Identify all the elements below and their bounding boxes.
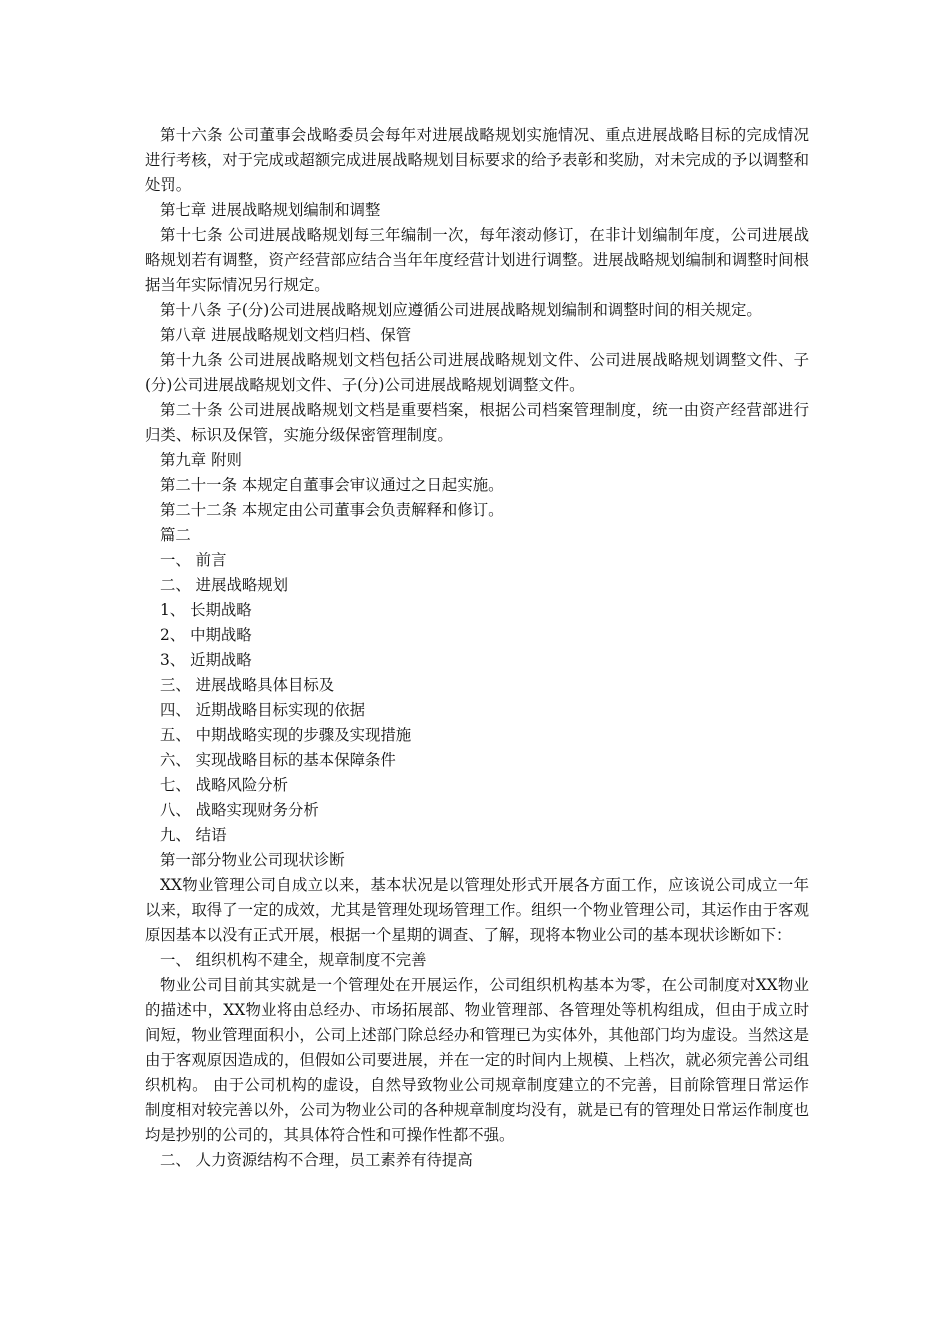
- part-two-heading: 篇二: [160, 526, 191, 544]
- outline-item: 3、 近期战略: [160, 651, 252, 669]
- outline-item: 二、 进展战略规划: [160, 576, 289, 594]
- chapter-9-heading: 第九章 附则: [160, 451, 242, 469]
- outline-item: 七、 战略风险分析: [160, 776, 289, 794]
- article-16: 第十六条 公司董事会战略委员会每年对进展战略规划实施情况、重点进展战略目标的完成情况进行考核，对于完成或超额完成进展战略规划目标要求的给予表彰和奖励，对未完成的予以调整和处罚。: [145, 126, 809, 194]
- section-1-heading: 一、 组织机构不建全，规章制度不完善: [160, 951, 427, 969]
- outline-list: [145, 548, 809, 848]
- article-22: 第二十二条 本规定由公司董事会负责解释和修订。: [160, 501, 504, 519]
- chapter-8-heading: 第八章 进展战略规划文档归档、保管: [160, 326, 412, 344]
- article-21: 第二十一条 本规定自董事会审议通过之日起实施。: [160, 476, 504, 494]
- outline-item: 三、 进展战略具体目标及: [160, 676, 335, 694]
- outline-item: 六、 实现战略目标的基本保障条件: [160, 751, 396, 769]
- outline-item: 1、 长期战略: [160, 601, 252, 619]
- part-one-title: 第一部分物业公司现状诊断: [160, 851, 345, 869]
- document-page: [145, 123, 809, 1173]
- section-1-body: 物业公司目前其实就是一个管理处在开展运作，公司组织机构基本为零，在公司制度对XX物业的描述中，XX物业将由总经办、市场拓展部、物业管理部、各管理处等机构组成，但由于成立时间短，物业管理面积小，公司上述部门除总经办和管理已为实体外，其他部门均为虚设。当然这是由于客观原因造成的，但假如公司要进展，并在一定的时间内上规模、上档次，就必须完善公司组织机构。 由于公司机构的虚设，自然导致物业公司规章制度建立的不完善，目前除管理日常运作制度相对较完善以外，公司为物业公司的各种规章制度均没有，就是已有的管理处日常运作制度也均是抄别的公司的，其具体符合性和可操作性都不强。: [145, 976, 809, 1144]
- intro-paragraph: XX物业管理公司自成立以来，基本状况是以管理处形式开展各方面工作，应该说公司成立一年以来，取得了一定的成效，尤其是管理处现场管理工作。组织一个物业管理公司，其运作由于客观原因基本以没有正式开展，根据一个星期的调查、了解，现将本物业公司的基本现状诊断如下：: [145, 876, 809, 944]
- outline-item: 一、 前言: [160, 551, 227, 569]
- article-19: 第十九条 公司进展战略规划文档包括公司进展战略规划文件、公司进展战略规划调整文件、子(分)公司进展战略规划文件、子(分)公司进展战略规划调整文件。: [145, 351, 809, 394]
- article-17: 第十七条 公司进展战略规划每三年编制一次，每年滚动修订，在非计划编制年度，公司进展战略规划若有调整，资产经营部应结合当年年度经营计划进行调整。进展战略规划编制和调整时间根据当年实际情况另行规定。: [145, 226, 809, 294]
- article-18: 第十八条 子(分)公司进展战略规划应遵循公司进展战略规划编制和调整时间的相关规定。: [160, 301, 762, 319]
- section-2-heading: 二、 人力资源结构不合理，员工素养有待提高: [160, 1151, 473, 1169]
- article-20: 第二十条 公司进展战略规划文档是重要档案，根据公司档案管理制度，统一由资产经营部进行归类、标识及保管，实施分级保密管理制度。: [145, 401, 809, 444]
- outline-item: 八、 战略实现财务分析: [160, 801, 319, 819]
- outline-item: 2、 中期战略: [160, 626, 252, 644]
- chapter-7-heading: 第七章 进展战略规划编制和调整: [160, 201, 381, 219]
- outline-item: 九、 结语: [160, 826, 227, 844]
- outline-item: 四、 近期战略目标实现的依据: [160, 701, 365, 719]
- outline-item: 五、 中期战略实现的步骤及实现措施: [160, 726, 412, 744]
